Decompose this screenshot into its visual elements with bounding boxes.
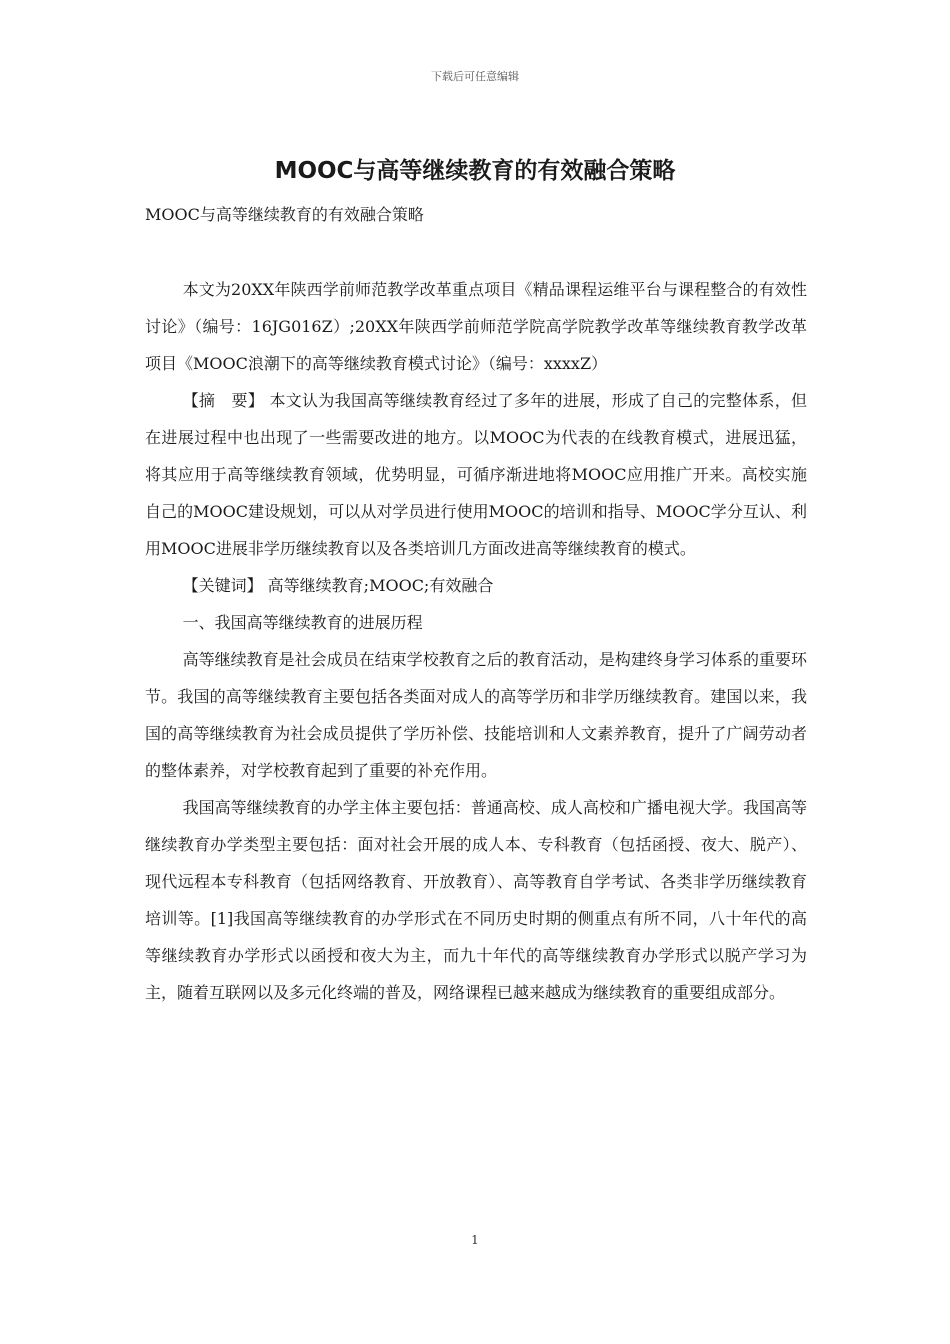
- keywords-paragraph: 【关键词】 高等继续教育;MOOC;有效融合: [182, 576, 494, 595]
- document-body: [145, 196, 807, 1011]
- body-paragraph: 我国高等继续教育的办学主体主要包括：普通高校、成人高校和广播电视大学。我国高等继续教育办学类型主要包括：面对社会开展的成人本、专科教育（包括函授、夜大、脱产）、现代远程本专科教育（包括网络教育、开放教育）、高等教育自学考试、各类非学历继续教育培训等。[1]我国高等继续教育的办学形式在不同历史时期的侧重点有所不同，八十年代的高等继续教育办学形式以函授和夜大为主，而九十年代的高等继续教育办学形式以脱产学习为主，随着互联网以及多元化终端的普及，网络课程已越来越成为继续教育的重要组成部分。: [145, 798, 807, 1002]
- body-paragraph: 高等继续教育是社会成员在结束学校教育之后的教育活动，是构建终身学习体系的重要环节。我国的高等继续教育主要包括各类面对成人的高等学历和非学历继续教育。建国以来，我国的高等继续教育为社会成员提供了学历补偿、技能培训和人文素养教育，提升了广阔劳动者的整体素养，对学校教育起到了重要的补充作用。: [145, 650, 807, 780]
- funding-note-paragraph: 本文为20XX年陕西学前师范教学改革重点项目《精品课程运维平台与课程整合的有效性讨论》（编号：16JG016Z）;20XX年陕西学前师范学院高学院教学改革等继续教育教学改革项目《MOOC浪潮下的高等继续教育模式讨论》（编号：xxxxZ）: [145, 280, 807, 373]
- section-heading: 一、我国高等继续教育的进展历程: [182, 613, 423, 632]
- document-subtitle: MOOC与高等继续教育的有效融合策略: [145, 205, 424, 224]
- page-number: 1: [471, 1233, 479, 1247]
- document-title: MOOC与高等继续教育的有效融合策略: [274, 158, 676, 184]
- page-header-note: 下载后可任意编辑: [431, 70, 519, 83]
- abstract-paragraph: 【摘 要】 本文认为我国高等继续教育经过了多年的进展，形成了自己的完整体系，但在进展过程中也出现了一些需要改进的地方。以MOOC为代表的在线教育模式，进展迅猛，将其应用于高等继续教育领域，优势明显，可循序渐进地将MOOC应用推广开来。高校实施自己的MOOC建设规划，可以从对学员进行使用MOOC的培训和指导、MOOC学分互认、利用MOOC进展非学历继续教育以及各类培训几方面改进高等继续教育的模式。: [145, 391, 807, 558]
